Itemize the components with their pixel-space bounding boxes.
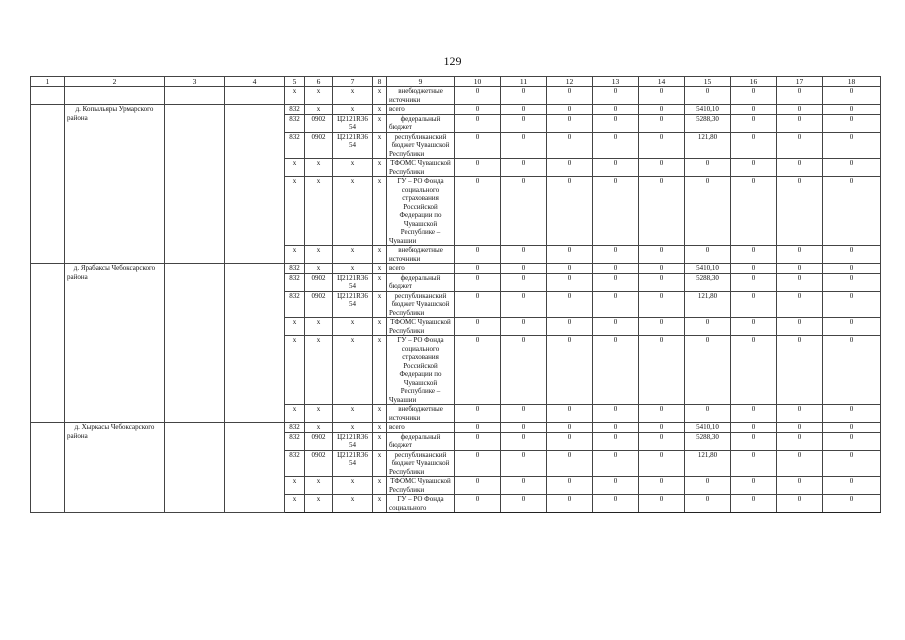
year-value-cell: 0 bbox=[731, 105, 777, 115]
admin-code-cell: x bbox=[285, 318, 305, 336]
year-value-cell: 0 bbox=[455, 177, 501, 246]
year-value-cell: 5410,10 bbox=[685, 264, 731, 274]
year-value-cell: 5410,10 bbox=[685, 423, 731, 433]
year-value-cell: 0 bbox=[731, 132, 777, 159]
funding-source-cell: республиканский бюджет Чувашской Республики bbox=[387, 132, 455, 159]
year-value-cell: 0 bbox=[547, 159, 593, 177]
funding-source-cell: ГУ – РО Фонда социального страхования Российской Федерации по Чувашской Республике – Чувашии bbox=[387, 177, 455, 246]
admin-code-cell: x bbox=[285, 336, 305, 405]
year-value-cell: 0 bbox=[547, 246, 593, 264]
empty-cell bbox=[165, 105, 225, 264]
empty-cell bbox=[225, 423, 285, 513]
column-number-cell: 8 bbox=[373, 77, 387, 87]
funding-source-cell: внебюджетные источники bbox=[387, 405, 455, 423]
expense-type-cell: x bbox=[373, 87, 387, 105]
year-value-cell: 0 bbox=[501, 105, 547, 115]
year-value-cell: 0 bbox=[685, 177, 731, 246]
year-value-cell: 0 bbox=[777, 318, 823, 336]
year-value-cell: 0 bbox=[501, 432, 547, 450]
section-code-cell: x bbox=[305, 336, 333, 405]
year-value-cell: 0 bbox=[731, 477, 777, 495]
year-value-cell: 0 bbox=[823, 318, 881, 336]
year-value-cell: 0 bbox=[455, 405, 501, 423]
section-code-cell: x bbox=[305, 87, 333, 105]
column-number-cell: 6 bbox=[305, 77, 333, 87]
year-value-cell: 0 bbox=[731, 264, 777, 274]
year-value-cell: 0 bbox=[639, 432, 685, 450]
expense-type-cell: x bbox=[373, 273, 387, 291]
year-value-cell: 0 bbox=[777, 87, 823, 105]
year-value-cell: 0 bbox=[501, 246, 547, 264]
funding-source-cell: ГУ – РО Фонда социального bbox=[387, 495, 455, 513]
section-code-cell: x bbox=[305, 177, 333, 246]
locality-cell: д. Копыльяры Урмарского района bbox=[65, 105, 165, 264]
funding-source-cell: всего bbox=[387, 264, 455, 274]
year-value-cell: 0 bbox=[455, 495, 501, 513]
year-value-cell: 0 bbox=[455, 450, 501, 477]
year-value-cell: 121,80 bbox=[685, 450, 731, 477]
funding-source-cell: всего bbox=[387, 105, 455, 115]
year-value-cell: 0 bbox=[547, 477, 593, 495]
year-value-cell: 0 bbox=[731, 405, 777, 423]
year-value-cell: 0 bbox=[547, 105, 593, 115]
year-value-cell: 0 bbox=[685, 318, 731, 336]
target-code-cell: x bbox=[333, 177, 373, 246]
year-value-cell: 0 bbox=[639, 273, 685, 291]
year-value-cell: 0 bbox=[777, 114, 823, 132]
expense-type-cell: x bbox=[373, 177, 387, 246]
year-value-cell: 0 bbox=[547, 336, 593, 405]
expense-type-cell: x bbox=[373, 246, 387, 264]
year-value-cell: 0 bbox=[593, 423, 639, 433]
admin-code-cell: x bbox=[285, 177, 305, 246]
funding-source-cell: федеральный бюджет bbox=[387, 273, 455, 291]
expense-type-cell: x bbox=[373, 336, 387, 405]
column-number-cell: 9 bbox=[387, 77, 455, 87]
year-value-cell: 0 bbox=[547, 273, 593, 291]
year-value-cell: 0 bbox=[823, 273, 881, 291]
admin-code-cell: 832 bbox=[285, 423, 305, 433]
year-value-cell: 0 bbox=[731, 273, 777, 291]
year-value-cell: 0 bbox=[777, 246, 823, 264]
year-value-cell: 0 bbox=[685, 336, 731, 405]
year-value-cell: 0 bbox=[501, 495, 547, 513]
year-value-cell: 0 bbox=[731, 291, 777, 318]
year-value-cell: 0 bbox=[455, 336, 501, 405]
admin-code-cell: 832 bbox=[285, 105, 305, 115]
year-value-cell: 0 bbox=[455, 432, 501, 450]
year-value-cell: 0 bbox=[501, 423, 547, 433]
year-value-cell: 0 bbox=[823, 132, 881, 159]
column-number-cell: 13 bbox=[593, 77, 639, 87]
year-value-cell: 0 bbox=[731, 450, 777, 477]
year-value-cell: 0 bbox=[501, 336, 547, 405]
target-code-cell: x bbox=[333, 318, 373, 336]
year-value-cell: 0 bbox=[823, 405, 881, 423]
admin-code-cell: x bbox=[285, 87, 305, 105]
year-value-cell: 0 bbox=[823, 477, 881, 495]
year-value-cell: 0 bbox=[639, 423, 685, 433]
year-value-cell: 0 bbox=[639, 246, 685, 264]
admin-code-cell: x bbox=[285, 477, 305, 495]
year-value-cell: 0 bbox=[501, 273, 547, 291]
target-code-cell: x bbox=[333, 423, 373, 433]
year-value-cell: 0 bbox=[547, 132, 593, 159]
column-number-cell: 12 bbox=[547, 77, 593, 87]
year-value-cell: 0 bbox=[501, 132, 547, 159]
year-value-cell: 0 bbox=[731, 495, 777, 513]
year-value-cell: 5288,30 bbox=[685, 114, 731, 132]
expense-type-cell: x bbox=[373, 495, 387, 513]
year-value-cell: 0 bbox=[593, 336, 639, 405]
year-value-cell: 121,80 bbox=[685, 132, 731, 159]
funding-source-cell: республиканский бюджет Чувашской Республики bbox=[387, 291, 455, 318]
column-number-cell: 7 bbox=[333, 77, 373, 87]
year-value-cell: 0 bbox=[593, 495, 639, 513]
admin-code-cell: 832 bbox=[285, 273, 305, 291]
year-value-cell: 0 bbox=[501, 405, 547, 423]
year-value-cell: 0 bbox=[731, 318, 777, 336]
year-value-cell: 0 bbox=[639, 291, 685, 318]
expense-type-cell: x bbox=[373, 264, 387, 274]
year-value-cell: 0 bbox=[731, 246, 777, 264]
year-value-cell: 0 bbox=[823, 246, 881, 264]
funding-source-cell: ТФОМС Чувашской Республики bbox=[387, 477, 455, 495]
year-value-cell: 0 bbox=[685, 495, 731, 513]
year-value-cell: 0 bbox=[823, 105, 881, 115]
target-code-cell: Ц2121R36 54 bbox=[333, 291, 373, 318]
expense-type-cell: x bbox=[373, 450, 387, 477]
year-value-cell: 0 bbox=[593, 132, 639, 159]
year-value-cell: 0 bbox=[593, 159, 639, 177]
year-value-cell: 0 bbox=[823, 450, 881, 477]
expense-type-cell: x bbox=[373, 105, 387, 115]
year-value-cell: 0 bbox=[731, 159, 777, 177]
year-value-cell: 0 bbox=[455, 318, 501, 336]
empty-cell bbox=[165, 264, 225, 423]
year-value-cell: 0 bbox=[639, 336, 685, 405]
empty-cell bbox=[165, 423, 225, 513]
target-code-cell: x bbox=[333, 246, 373, 264]
year-value-cell: 0 bbox=[455, 291, 501, 318]
year-value-cell: 0 bbox=[731, 423, 777, 433]
column-number-cell: 3 bbox=[165, 77, 225, 87]
target-code-cell: x bbox=[333, 105, 373, 115]
table-row bbox=[31, 423, 881, 433]
year-value-cell: 0 bbox=[685, 246, 731, 264]
year-value-cell: 0 bbox=[823, 87, 881, 105]
funding-source-cell: ГУ – РО Фонда социального страхования Российской Федерации по Чувашской Республике – Чувашии bbox=[387, 336, 455, 405]
year-value-cell: 0 bbox=[777, 336, 823, 405]
year-value-cell: 0 bbox=[501, 87, 547, 105]
year-value-cell: 0 bbox=[823, 159, 881, 177]
year-value-cell: 0 bbox=[593, 432, 639, 450]
funding-source-cell: внебюджетные источники bbox=[387, 87, 455, 105]
year-value-cell: 0 bbox=[685, 159, 731, 177]
year-value-cell: 0 bbox=[777, 432, 823, 450]
section-code-cell: 0902 bbox=[305, 273, 333, 291]
year-value-cell: 0 bbox=[547, 423, 593, 433]
empty-cell bbox=[225, 105, 285, 264]
expense-type-cell: x bbox=[373, 423, 387, 433]
admin-code-cell: 832 bbox=[285, 432, 305, 450]
funding-source-cell: ТФОМС Чувашской Республики bbox=[387, 318, 455, 336]
number-cell bbox=[31, 264, 65, 423]
year-value-cell: 0 bbox=[593, 273, 639, 291]
target-code-cell: Ц2121R36 54 bbox=[333, 432, 373, 450]
admin-code-cell: 832 bbox=[285, 264, 305, 274]
admin-code-cell: x bbox=[285, 495, 305, 513]
section-code-cell: 0902 bbox=[305, 132, 333, 159]
year-value-cell: 0 bbox=[547, 114, 593, 132]
year-value-cell: 0 bbox=[593, 246, 639, 264]
table-body bbox=[31, 87, 881, 513]
year-value-cell: 0 bbox=[731, 432, 777, 450]
admin-code-cell: x bbox=[285, 159, 305, 177]
year-value-cell: 0 bbox=[823, 423, 881, 433]
empty-cell bbox=[65, 87, 165, 105]
target-code-cell: Ц2121R36 54 bbox=[333, 114, 373, 132]
funding-source-cell: всего bbox=[387, 423, 455, 433]
target-code-cell: x bbox=[333, 87, 373, 105]
year-value-cell: 0 bbox=[547, 87, 593, 105]
empty-cell bbox=[31, 87, 65, 105]
year-value-cell: 0 bbox=[593, 264, 639, 274]
section-code-cell: x bbox=[305, 264, 333, 274]
expense-type-cell: x bbox=[373, 114, 387, 132]
year-value-cell: 0 bbox=[547, 405, 593, 423]
year-value-cell: 0 bbox=[593, 477, 639, 495]
target-code-cell: x bbox=[333, 477, 373, 495]
year-value-cell: 0 bbox=[639, 114, 685, 132]
section-code-cell: x bbox=[305, 495, 333, 513]
year-value-cell: 0 bbox=[455, 477, 501, 495]
year-value-cell: 0 bbox=[501, 477, 547, 495]
target-code-cell: x bbox=[333, 159, 373, 177]
column-number-cell: 18 bbox=[823, 77, 881, 87]
year-value-cell: 0 bbox=[455, 246, 501, 264]
column-number-cell: 1 bbox=[31, 77, 65, 87]
year-value-cell: 0 bbox=[639, 177, 685, 246]
year-value-cell: 0 bbox=[823, 177, 881, 246]
year-value-cell: 0 bbox=[547, 177, 593, 246]
year-value-cell: 0 bbox=[593, 87, 639, 105]
year-value-cell: 0 bbox=[593, 318, 639, 336]
year-value-cell: 0 bbox=[823, 114, 881, 132]
year-value-cell: 5288,30 bbox=[685, 273, 731, 291]
year-value-cell: 0 bbox=[777, 273, 823, 291]
year-value-cell: 5288,30 bbox=[685, 432, 731, 450]
year-value-cell: 0 bbox=[823, 264, 881, 274]
section-code-cell: x bbox=[305, 405, 333, 423]
year-value-cell: 0 bbox=[639, 159, 685, 177]
year-value-cell: 0 bbox=[593, 177, 639, 246]
year-value-cell: 0 bbox=[731, 336, 777, 405]
year-value-cell: 0 bbox=[547, 432, 593, 450]
year-value-cell: 0 bbox=[639, 405, 685, 423]
year-value-cell: 0 bbox=[639, 450, 685, 477]
year-value-cell: 0 bbox=[731, 177, 777, 246]
expense-type-cell: x bbox=[373, 291, 387, 318]
column-number-cell: 16 bbox=[731, 77, 777, 87]
target-code-cell: x bbox=[333, 336, 373, 405]
year-value-cell: 0 bbox=[639, 318, 685, 336]
funding-source-cell: ТФОМС Чувашской Республики bbox=[387, 159, 455, 177]
target-code-cell: Ц2121R36 54 bbox=[333, 132, 373, 159]
column-number-cell: 14 bbox=[639, 77, 685, 87]
year-value-cell: 0 bbox=[777, 450, 823, 477]
year-value-cell: 0 bbox=[455, 273, 501, 291]
table-row bbox=[31, 87, 881, 105]
locality-cell: д. Хыркасы Чебоксарского района bbox=[65, 423, 165, 513]
year-value-cell: 0 bbox=[501, 264, 547, 274]
year-value-cell: 0 bbox=[455, 114, 501, 132]
number-cell bbox=[31, 105, 65, 264]
year-value-cell: 0 bbox=[639, 264, 685, 274]
section-code-cell: 0902 bbox=[305, 291, 333, 318]
target-code-cell: x bbox=[333, 264, 373, 274]
year-value-cell: 0 bbox=[501, 159, 547, 177]
target-code-cell: x bbox=[333, 405, 373, 423]
year-value-cell: 0 bbox=[501, 291, 547, 318]
column-number-cell: 2 bbox=[65, 77, 165, 87]
year-value-cell: 0 bbox=[823, 432, 881, 450]
year-value-cell: 0 bbox=[639, 132, 685, 159]
column-number-cell: 5 bbox=[285, 77, 305, 87]
year-value-cell: 0 bbox=[547, 450, 593, 477]
section-code-cell: 0902 bbox=[305, 450, 333, 477]
table-row bbox=[31, 264, 881, 274]
year-value-cell: 0 bbox=[685, 87, 731, 105]
year-value-cell: 0 bbox=[547, 264, 593, 274]
year-value-cell: 0 bbox=[593, 291, 639, 318]
year-value-cell: 0 bbox=[547, 495, 593, 513]
section-code-cell: x bbox=[305, 318, 333, 336]
year-value-cell: 0 bbox=[593, 114, 639, 132]
year-value-cell: 0 bbox=[455, 159, 501, 177]
year-value-cell: 0 bbox=[639, 477, 685, 495]
target-code-cell: Ц2121R36 54 bbox=[333, 450, 373, 477]
year-value-cell: 0 bbox=[685, 477, 731, 495]
column-number-row bbox=[31, 77, 881, 87]
page-number: 129 bbox=[443, 54, 462, 68]
empty-cell bbox=[165, 87, 225, 105]
year-value-cell: 0 bbox=[685, 405, 731, 423]
column-number-cell: 15 bbox=[685, 77, 731, 87]
year-value-cell: 0 bbox=[455, 423, 501, 433]
section-code-cell: x bbox=[305, 477, 333, 495]
year-value-cell: 5410,10 bbox=[685, 105, 731, 115]
year-value-cell: 0 bbox=[593, 405, 639, 423]
table-row bbox=[31, 105, 881, 115]
expense-type-cell: x bbox=[373, 318, 387, 336]
year-value-cell: 0 bbox=[455, 132, 501, 159]
year-value-cell: 0 bbox=[777, 264, 823, 274]
year-value-cell: 0 bbox=[501, 450, 547, 477]
year-value-cell: 0 bbox=[777, 495, 823, 513]
year-value-cell: 0 bbox=[823, 336, 881, 405]
admin-code-cell: 832 bbox=[285, 114, 305, 132]
column-number-cell: 17 bbox=[777, 77, 823, 87]
expense-type-cell: x bbox=[373, 132, 387, 159]
expense-type-cell: x bbox=[373, 405, 387, 423]
funding-source-cell: федеральный бюджет bbox=[387, 114, 455, 132]
section-code-cell: 0902 bbox=[305, 114, 333, 132]
admin-code-cell: 832 bbox=[285, 450, 305, 477]
year-value-cell: 0 bbox=[455, 105, 501, 115]
column-number-cell: 11 bbox=[501, 77, 547, 87]
section-code-cell: x bbox=[305, 246, 333, 264]
target-code-cell: x bbox=[333, 495, 373, 513]
year-value-cell: 121,80 bbox=[685, 291, 731, 318]
column-number-cell: 4 bbox=[225, 77, 285, 87]
year-value-cell: 0 bbox=[777, 291, 823, 318]
year-value-cell: 0 bbox=[731, 87, 777, 105]
year-value-cell: 0 bbox=[455, 264, 501, 274]
funding-source-cell: федеральный бюджет bbox=[387, 432, 455, 450]
funding-source-cell: внебюджетные источники bbox=[387, 246, 455, 264]
year-value-cell: 0 bbox=[777, 405, 823, 423]
year-value-cell: 0 bbox=[593, 450, 639, 477]
year-value-cell: 0 bbox=[593, 105, 639, 115]
admin-code-cell: x bbox=[285, 405, 305, 423]
column-number-cell: 10 bbox=[455, 77, 501, 87]
year-value-cell: 0 bbox=[777, 177, 823, 246]
section-code-cell: x bbox=[305, 423, 333, 433]
year-value-cell: 0 bbox=[455, 87, 501, 105]
admin-code-cell: 832 bbox=[285, 132, 305, 159]
year-value-cell: 0 bbox=[501, 177, 547, 246]
year-value-cell: 0 bbox=[547, 291, 593, 318]
year-value-cell: 0 bbox=[639, 495, 685, 513]
year-value-cell: 0 bbox=[501, 318, 547, 336]
year-value-cell: 0 bbox=[823, 291, 881, 318]
budget-table bbox=[30, 76, 881, 513]
expense-type-cell: x bbox=[373, 432, 387, 450]
year-value-cell: 0 bbox=[777, 423, 823, 433]
section-code-cell: x bbox=[305, 105, 333, 115]
expense-type-cell: x bbox=[373, 477, 387, 495]
number-cell bbox=[31, 423, 65, 513]
year-value-cell: 0 bbox=[501, 114, 547, 132]
empty-cell bbox=[225, 87, 285, 105]
section-code-cell: x bbox=[305, 159, 333, 177]
year-value-cell: 0 bbox=[639, 87, 685, 105]
admin-code-cell: 832 bbox=[285, 291, 305, 318]
year-value-cell: 0 bbox=[777, 159, 823, 177]
year-value-cell: 0 bbox=[777, 477, 823, 495]
year-value-cell: 0 bbox=[639, 105, 685, 115]
year-value-cell: 0 bbox=[823, 495, 881, 513]
section-code-cell: 0902 bbox=[305, 432, 333, 450]
empty-cell bbox=[225, 264, 285, 423]
year-value-cell: 0 bbox=[777, 132, 823, 159]
admin-code-cell: x bbox=[285, 246, 305, 264]
expense-type-cell: x bbox=[373, 159, 387, 177]
year-value-cell: 0 bbox=[777, 105, 823, 115]
year-value-cell: 0 bbox=[547, 318, 593, 336]
target-code-cell: Ц2121R36 54 bbox=[333, 273, 373, 291]
funding-source-cell: республиканский бюджет Чувашской Республики bbox=[387, 450, 455, 477]
year-value-cell: 0 bbox=[731, 114, 777, 132]
locality-cell: д. Ярабаксы Чебоксарского района bbox=[65, 264, 165, 423]
